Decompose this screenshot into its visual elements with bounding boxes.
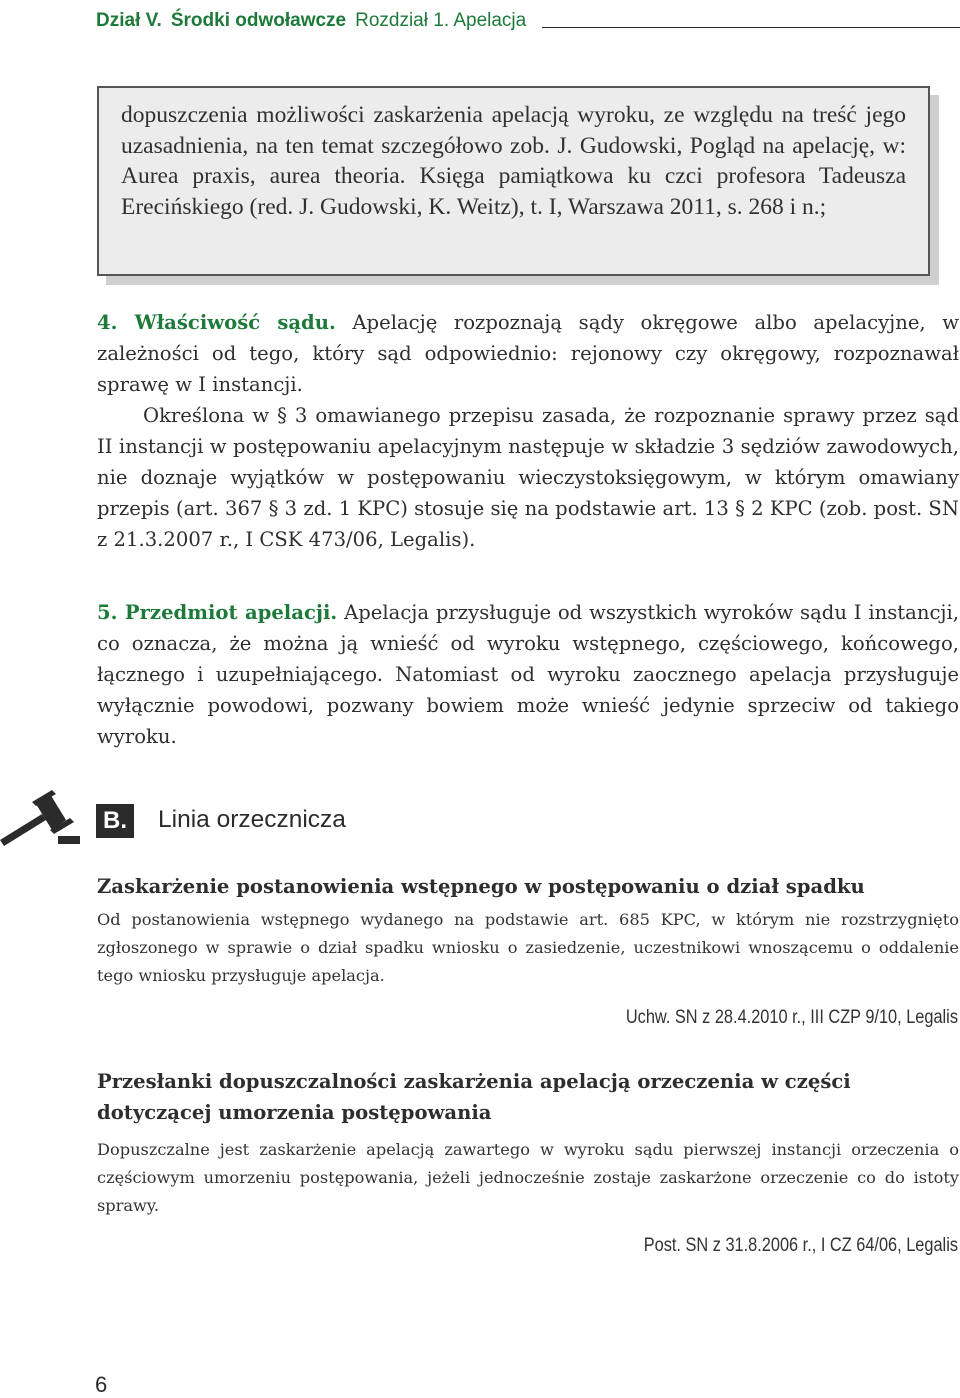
case-2-citation: Post. SN z 31.8.2006 r., I CZ 64/06, Legalis — [643, 1235, 958, 1256]
point-4-text: Apelację rozpoznają sądy okręgowe albo apelacyjne, w zależności od tego, który sąd odpowiednio: rejonowy czy okręgowy, rozpoznawał sprawę w I instancji. — [97, 311, 959, 396]
point-5-paragraph — [97, 597, 959, 752]
case-1-citation: Uchw. SN z 28.4.2010 r., III CZP 9/10, Legalis — [625, 1007, 958, 1028]
point-4-paragraph — [97, 307, 959, 400]
point-4-lead: 4. Właściwość sądu. — [97, 311, 336, 334]
point-5-lead: 5. Przedmiot apelacji. — [97, 601, 338, 624]
case-1-title: Zaskarżenie postanowienia wstępnego w postępowaniu o dział spadku — [97, 875, 865, 898]
header-rule — [542, 27, 960, 28]
header-chapter: Rozdział 1. Apelacja — [355, 10, 527, 31]
header-part-title: Środki odwoławcze — [170, 10, 347, 31]
point-4 — [97, 307, 959, 555]
running-header — [96, 6, 960, 32]
point-4-text2: Określona w § 3 omawianego przepisu zasada, że rozpoznanie sprawy przez sąd II instancji w postępowaniu apelacyjnym następuje w składzie 3 sędziów zawodowych, nie doznaje wyjątków w postępowaniu wieczystoksięgowym, w którym omawiany przepis (art. 367 § 3 zd. 1 KPC) stosuje się na podstawie art. 13 § 2 KPC (zob. post. SN z 21.3.2007 r., I CSK 473/06, Legalis). — [97, 404, 959, 551]
note-box — [97, 86, 930, 276]
page-number: 6 — [95, 1372, 108, 1397]
gavel-icon — [0, 790, 80, 846]
section-badge: B. — [96, 804, 134, 838]
section-title: Linia orzecznicza — [158, 806, 346, 833]
point-5 — [97, 597, 959, 752]
case-2-body: Dopuszczalne jest zaskarżenie apelacją zawartego w wyroku sądu pierwszej instancji orzeczenia o częściowym umorzeniu postępowania, jeżeli jednocześnie zostaje zaskarżone orzeczenie co do istoty sprawy. — [97, 1140, 959, 1215]
note-box-text: dopuszczenia możliwości zaskarżenia apelacją wyroku, ze względu na treść jego uzasadnienia, na ten temat szczegółowo zob. J. Gudowski, Pogląd na apelację, w: Aurea praxis, aurea theoria. Księga pamiątkowa ku czci profesora Tadeusza Erecińskiego (red. J. Gudowski, K. Weitz), t. I, Warszawa 2011, s. 268 i n.; — [121, 102, 906, 220]
point-5-text: Apelacja przysługuje od wszystkich wyroków sądu I instancji, co oznacza, że można ją wnieść od wyroku wstępnego, częściowego, końcowego, łącznego i uzupełniającego. Natomiast od wyroku zaocznego apelacja przysługuje wyłącznie powodowi, pozwany bowiem może wnieść jedynie sprzeciw od takiego wyroku. — [97, 601, 960, 748]
case-2-title: Przesłanki dopuszczalności zaskarżenia apelacją orzeczenia w części dotyczącej umorzenia postępowania — [97, 1070, 851, 1124]
header-part: Dział V. — [96, 10, 162, 31]
case-1-body: Od postanowienia wstępnego wydanego na podstawie art. 685 KPC, w którym nie rozstrzygnięto zgłoszonego w sprawie o dział spadku wniosku o zasiedzenie, uczestnikowi wnoszącemu o oddalenie tego wniosku przysługuje apelacja. — [97, 910, 959, 985]
